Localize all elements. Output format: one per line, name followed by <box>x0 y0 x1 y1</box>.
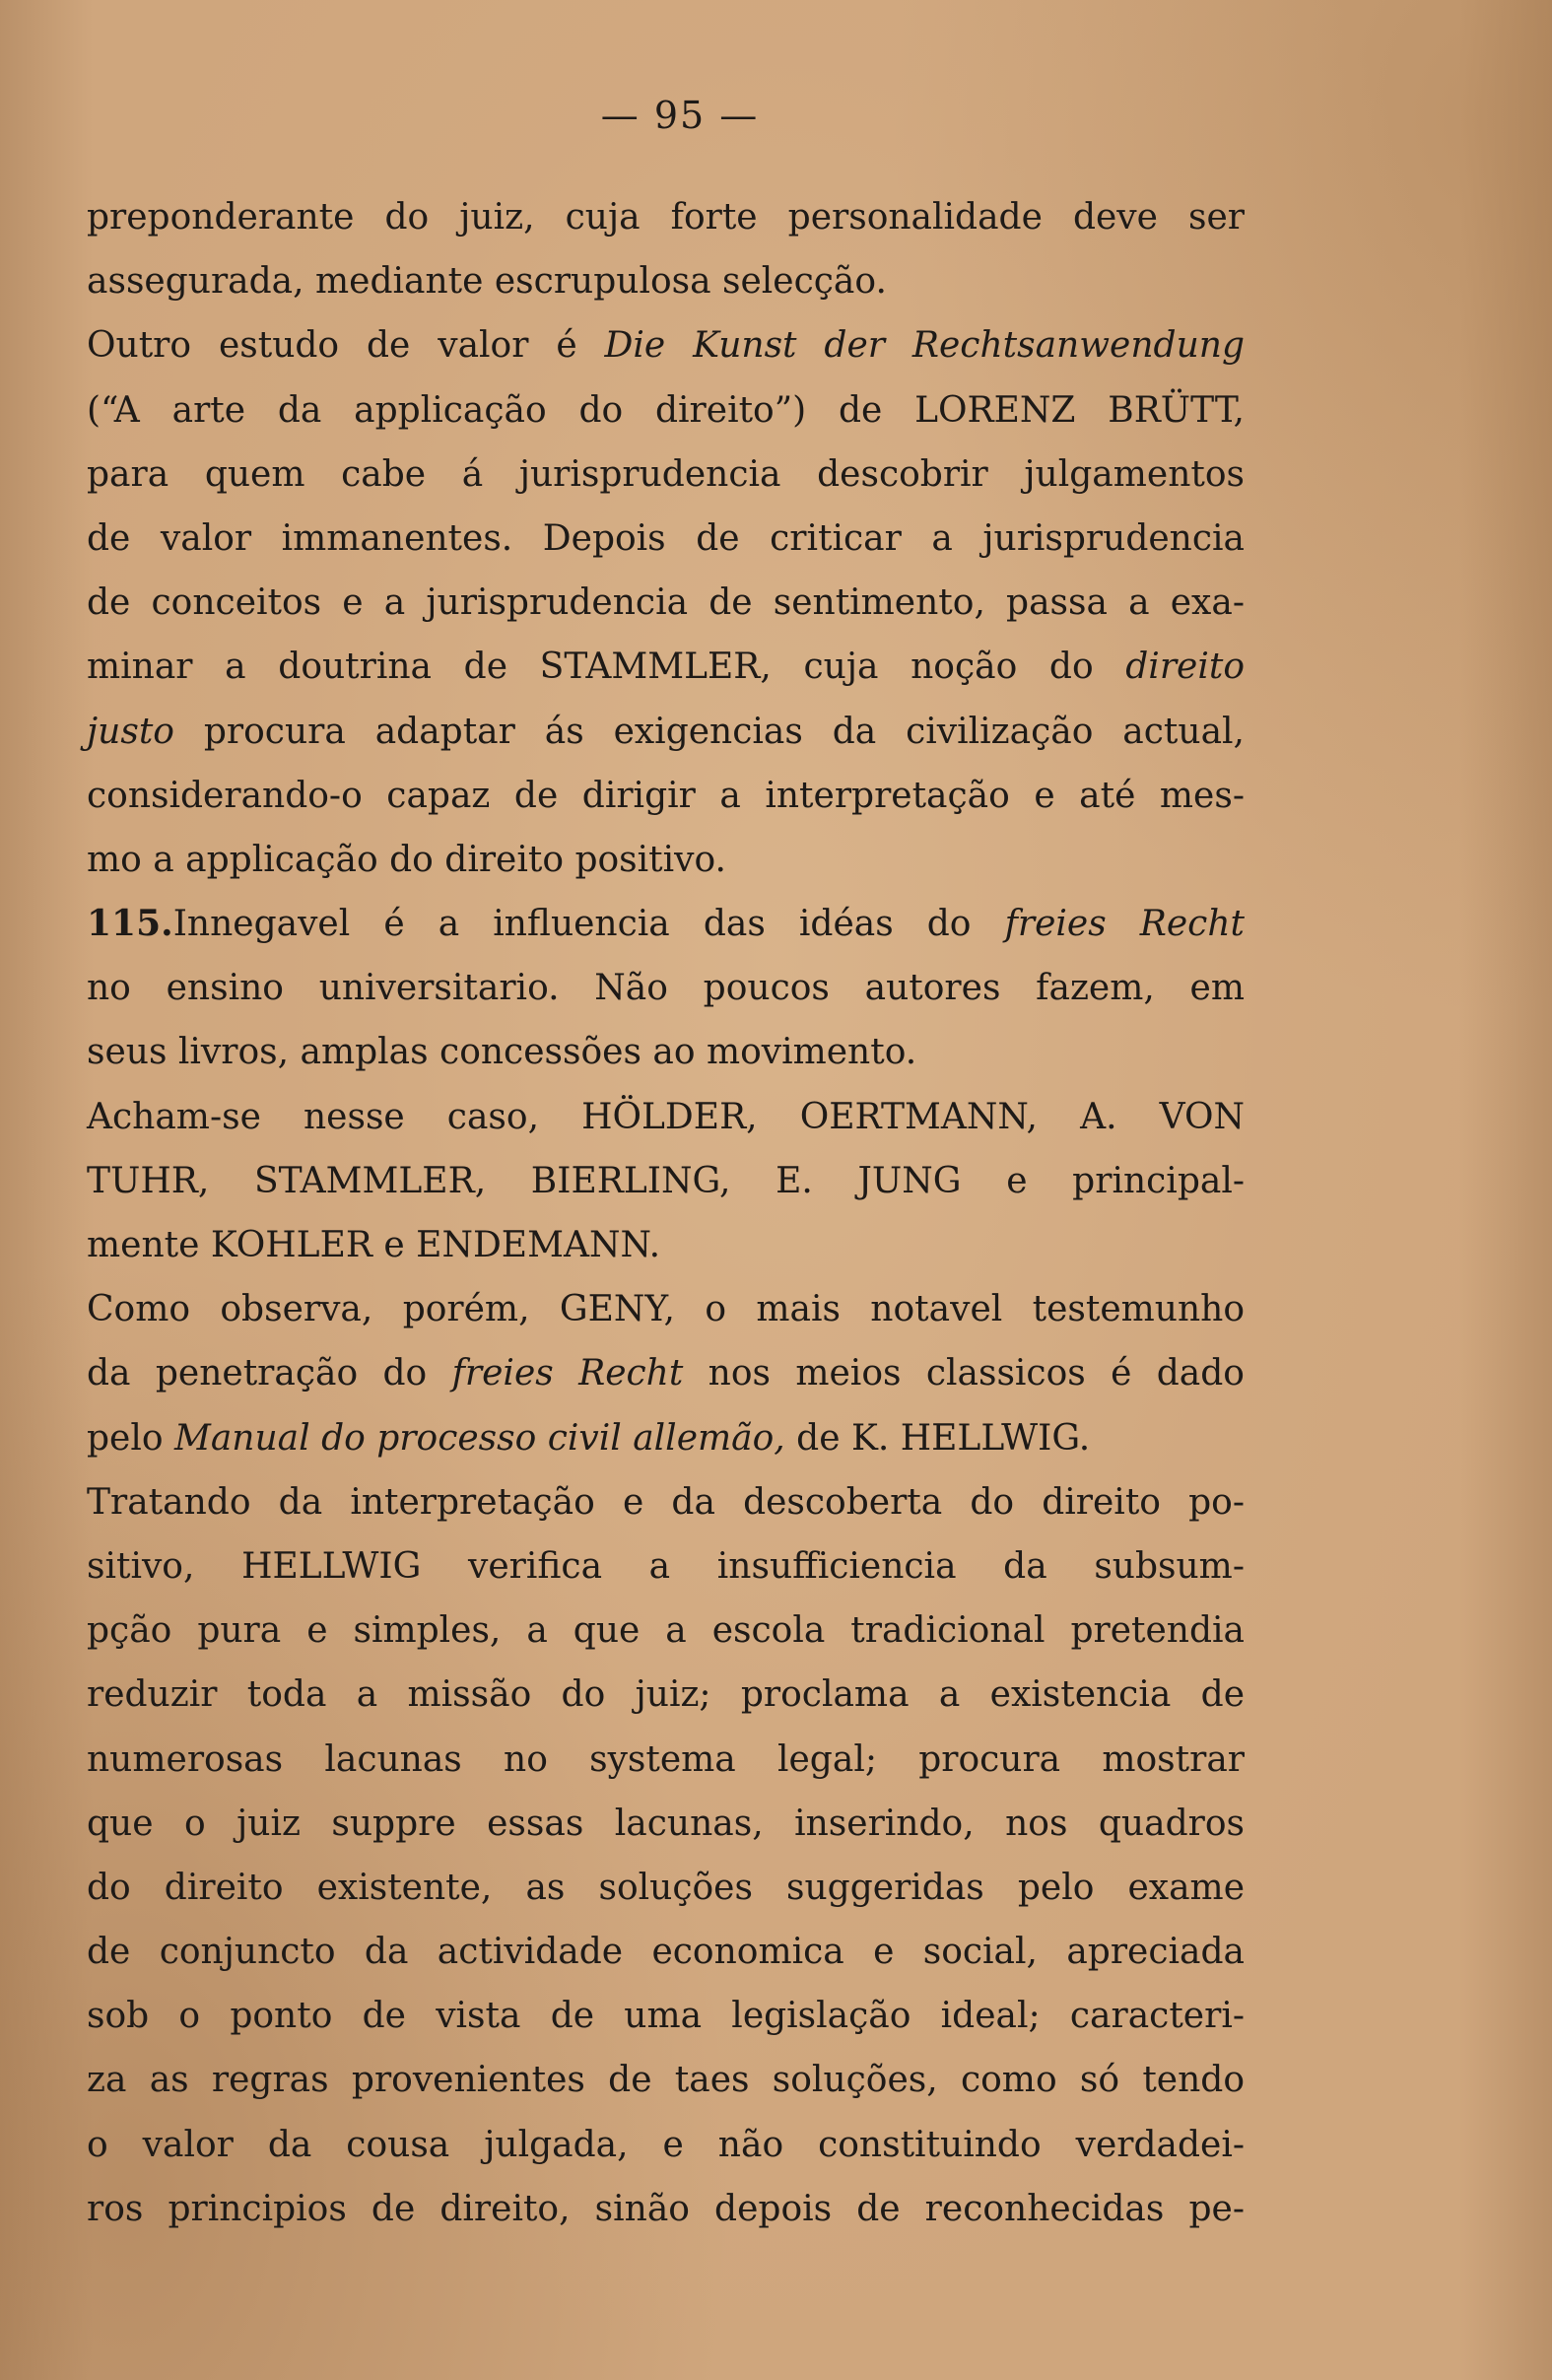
text-line: do direito existente, as soluções suggeridas pelo exame <box>87 1867 1245 1908</box>
text-line: ros principios de direito, sinão depois de reconhecidas pe- <box>87 2188 1245 2229</box>
page-number: — 95 — <box>600 94 760 137</box>
text-line: preponderante do juiz, cuja forte personalidade deve ser <box>87 197 1245 238</box>
text-line <box>87 1406 1245 1470</box>
italic-text: direito <box>1125 646 1245 688</box>
text-line: no ensino universitario. Não poucos autores fazem, em <box>87 968 1245 1009</box>
text-line: pção pura e simples, a que a escola tradicional pretendia <box>87 1610 1245 1652</box>
text-segment: da penetração do <box>87 1353 452 1394</box>
text-segment: de K. HELLWIG. <box>784 1417 1091 1459</box>
text-segment: Outro estudo de valor é <box>87 325 605 367</box>
body-text <box>87 185 1245 2241</box>
italic-text: justo <box>87 711 174 752</box>
text-line: sob o ponto de vista de uma legislação ideal; caracteri- <box>87 1996 1245 2037</box>
text-line: de conceitos e a jurisprudencia de sentimento, passa a exa- <box>87 582 1245 624</box>
text-line: considerando-o capaz de dirigir a interpretação e até mes- <box>87 775 1245 816</box>
text-line: Tratando da interpretação e da descoberta do direito po- <box>87 1481 1245 1523</box>
text-line: de conjuncto da actividade economica e social, apreciada <box>87 1932 1245 1973</box>
text-line: (“A arte da applicação do direito”) de LORENZ BRÜTT, <box>87 389 1245 431</box>
text-line: Acham-se nesse caso, HÖLDER, OERTMANN, A. VON <box>87 1096 1245 1137</box>
text-line: mente KOHLER e ENDEMANN. <box>87 1225 661 1265</box>
text-segment: procura adaptar ás exigencias da civilização actual, <box>173 711 1245 752</box>
text-line <box>87 892 1245 956</box>
text-line: para quem cabe á jurisprudencia descobrir julgamentos <box>87 453 1245 495</box>
text-line: Como observa, porém, GENY, o mais notavel testemunho <box>87 1289 1245 1330</box>
text-line: de valor immanentes. Depois de criticar a jurisprudencia <box>87 517 1245 559</box>
text-line <box>87 700 1245 764</box>
text-line: o valor da cousa julgada, e não constituindo verdadei- <box>87 2124 1245 2165</box>
text-line: sitivo, HELLWIG verifica a insufficiencia da subsum- <box>87 1545 1245 1587</box>
text-line: numerosas lacunas no systema legal; procura mostrar <box>87 1738 1245 1780</box>
text-segment: minar a doutrina de STAMMLER, cuja noção do <box>87 646 1126 688</box>
text-line: za as regras provenientes de taes soluções, como só tendo <box>87 2060 1245 2101</box>
text-line: seus livros, amplas concessões ao movimento. <box>87 1032 917 1073</box>
text-segment: Innegavel é a influencia das idéas do <box>172 904 1005 945</box>
italic-text: freies Recht <box>1004 904 1245 945</box>
text-line <box>87 1341 1245 1405</box>
text-segment: nos meios classicos é dado <box>683 1353 1245 1394</box>
text-line: TUHR, STAMMLER, BIERLING, E. JUNG e principal- <box>87 1160 1245 1201</box>
italic-text: Die Kunst der Rechtsanwendung <box>604 325 1245 367</box>
text-line <box>87 635 1245 699</box>
text-line: reduzir toda a missão do juiz; proclama a existencia de <box>87 1674 1245 1716</box>
text-line <box>87 313 1245 377</box>
text-line: assegurada, mediante escrupulosa selecção. <box>87 261 887 303</box>
text-line: que o juiz suppre essas lacunas, inserindo, nos quadros <box>87 1802 1245 1844</box>
text-line: mo a applicação do direito positivo. <box>87 839 726 880</box>
italic-text: Manual do processo civil allemão, <box>173 1417 785 1459</box>
text-segment: pelo <box>87 1417 174 1459</box>
italic-text: freies Recht <box>451 1353 684 1394</box>
section-number: 115. <box>87 903 173 945</box>
